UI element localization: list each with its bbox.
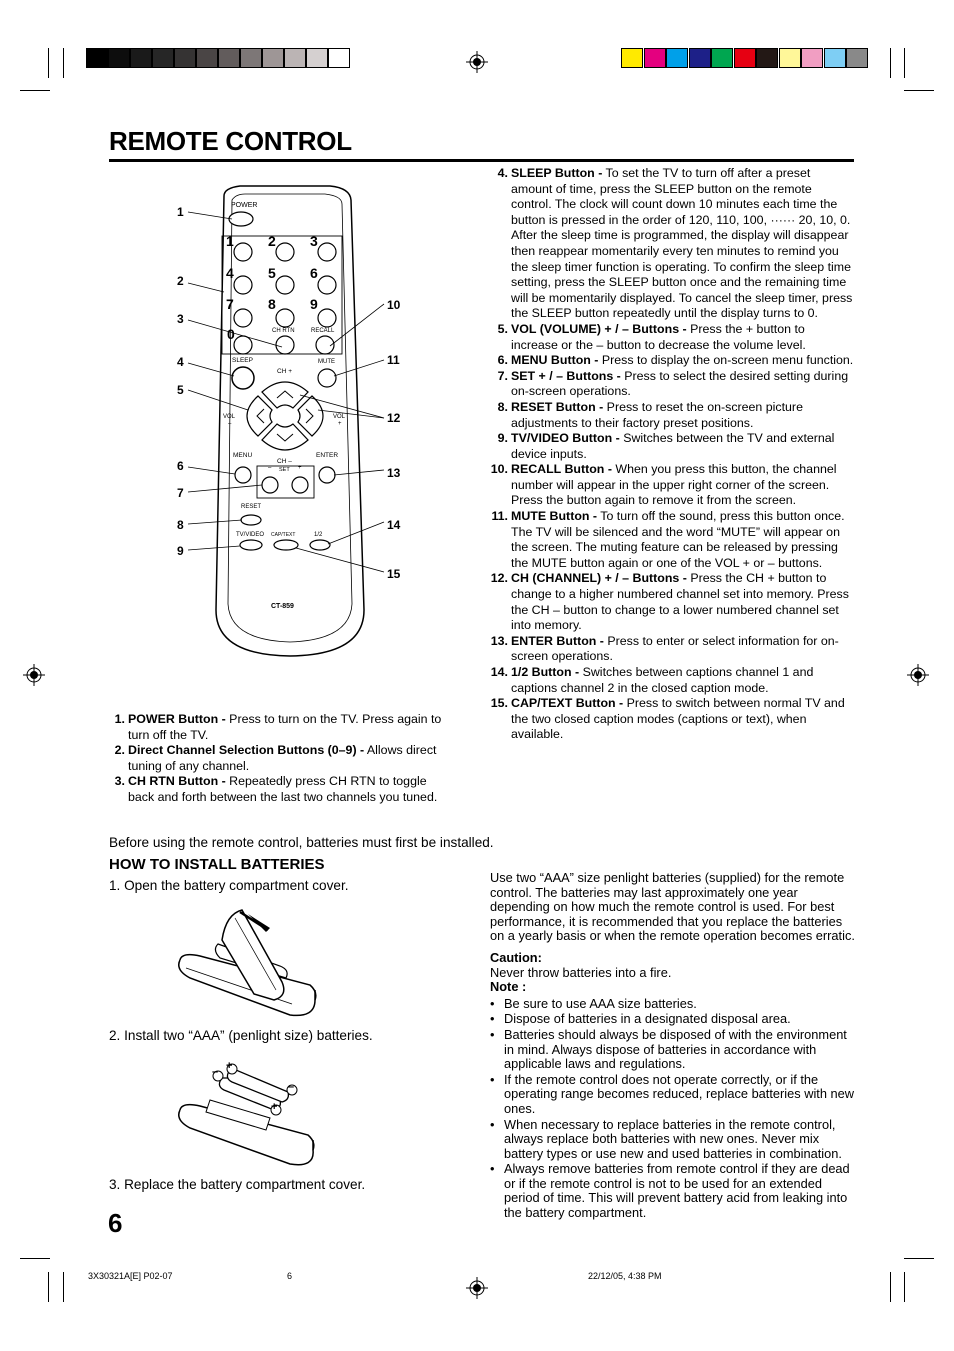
desc-item: 1. POWER Button - Press to turn on the TV. Press again to turn off the TV. <box>114 712 442 742</box>
color-swatch <box>801 48 823 68</box>
desc-item: 10. RECALL Button - When you press this button, the channel number will appear in the upper right corner of the screen. Press the button again to remove it from the screen. <box>490 462 837 508</box>
callout-1: 1 <box>177 205 184 219</box>
remote-label-vol-left: VOL <box>223 414 236 420</box>
remote-label-vol-right: VOL <box>333 414 346 420</box>
remote-label-set-plus: + <box>298 465 302 471</box>
page-title: REMOTE CONTROL <box>109 126 352 156</box>
remote-label-enter: ENTER <box>316 452 339 459</box>
color-swatch <box>846 48 868 68</box>
batteries-info <box>490 871 856 1221</box>
desc-item: 8. RESET Button - Press to reset the on-screen picture adjustments to their factory preset positions. <box>497 399 803 430</box>
footer-center: 6 <box>287 1271 293 1281</box>
gray-swatch <box>218 48 240 68</box>
note-item: • When necessary to replace batteries in the remote control, always replace both batteries with new ones. Never mix battery types or use new and used batteries in combination. <box>490 1118 856 1162</box>
color-swatch <box>689 48 711 68</box>
remote-label-recall: RECALL <box>311 328 335 334</box>
color-swatch <box>756 48 778 68</box>
note-item: • Dispose of batteries in a designated disposal area. <box>490 1012 856 1027</box>
remote-digit-5: 5 <box>268 265 276 281</box>
desc-item: 13. ENTER Button - Press to enter or select information for on-screen operations. <box>490 633 839 664</box>
remote-digit-7: 7 <box>226 296 234 312</box>
remote-digit-6: 6 <box>310 265 318 281</box>
remote-label-power: POWER <box>231 202 258 209</box>
polarity-plus-1: + <box>226 1060 233 1072</box>
remote-digit-1: 1 <box>226 233 234 249</box>
note-item: • If the remote control does not operate correctly, or if the operating range becomes reduced, replace batteries with new ones. <box>490 1073 856 1117</box>
desc-item: 11. MUTE Button - To turn off the sound, press this button once. The TV will be silenced and the word “MUTE” will appear on the screen. The muting feature can be released by pressing the MUTE button again or one of the VOL + or – buttons. <box>491 509 845 570</box>
desc-item: 7. SET + / – Buttons - Press to select the desired setting during on-screen operations. <box>497 368 849 399</box>
remote-label-ch-rtn: CH RTN <box>272 328 295 334</box>
gray-swatch <box>284 48 306 68</box>
remote-digit-2: 2 <box>268 233 276 249</box>
callout-12: 12 <box>387 411 401 425</box>
registration-mark-left <box>23 664 45 686</box>
remote-label-ch-minus: CH – <box>277 458 292 465</box>
color-swatch <box>779 48 801 68</box>
gray-swatch <box>262 48 284 68</box>
polarity-minus-1: – <box>212 1066 219 1078</box>
remote-label-half: 1/2 <box>314 532 323 538</box>
gray-swatch <box>240 48 262 68</box>
desc-item: 6. MENU Button - Press to display the on-screen menu function. <box>497 353 854 368</box>
callout-5: 5 <box>177 383 184 397</box>
color-swatch <box>734 48 756 68</box>
remote-control-illustration <box>170 180 420 660</box>
battery-step-3: 3. Replace the battery compartment cover. <box>109 1177 366 1192</box>
desc-item: 15. CAP/TEXT Button - Press to switch between normal TV and the two closed caption modes (captions or text), when available. <box>490 696 845 742</box>
callout-9: 9 <box>177 544 184 558</box>
desc-item: 5. VOL (VOLUME) + / – Buttons - Press the + button to increase or the – button to decrease the volume level. <box>497 321 806 352</box>
remote-label-reset: RESET <box>241 504 262 510</box>
caution-text: Never throw batteries into a fire. <box>490 964 672 980</box>
registration-mark-bottom <box>466 1277 488 1299</box>
battery-step-2: 2. Install two “AAA” (penlight size) batteries. <box>109 1028 373 1043</box>
gray-swatch <box>86 48 108 68</box>
note-item: • Always remove batteries from remote control if they are dead or if the remote control is not to be used for an extended period of time. This will prevent battery acid from leaking into the battery compartment. <box>490 1162 856 1220</box>
color-swatch <box>711 48 733 68</box>
notes-list <box>490 997 856 1221</box>
desc-item: 2. Direct Channel Selection Buttons (0–9) - Allows direct tuning of any channel. <box>114 743 437 773</box>
gray-swatch <box>174 48 196 68</box>
left-button-descriptions <box>101 712 449 806</box>
remote-digit-9: 9 <box>310 296 318 312</box>
polarity-minus-2: – <box>288 1081 295 1093</box>
gray-swatch <box>328 48 350 68</box>
right-button-descriptions <box>484 166 854 743</box>
callout-13: 13 <box>387 466 401 480</box>
note-label: Note : <box>490 979 527 995</box>
battery-install-illustration <box>170 1060 320 1170</box>
callout-14: 14 <box>387 518 401 532</box>
remote-model-label: CT-859 <box>271 603 294 610</box>
remote-label-tv-video: TV/VIDEO <box>236 532 265 538</box>
polarity-plus-2: + <box>271 1101 278 1113</box>
callout-10: 10 <box>387 298 401 312</box>
callout-7: 7 <box>177 486 184 500</box>
callout-6: 6 <box>177 459 184 473</box>
footer-right: 22/12/05, 4:38 PM <box>588 1271 662 1281</box>
desc-item: 14. 1/2 Button - Switches between captions channel 1 and captions channel 2 in the closed caption mode. <box>490 665 814 695</box>
callout-4: 4 <box>177 355 184 369</box>
callout-8: 8 <box>177 518 184 532</box>
remote-digit-3: 3 <box>310 233 318 249</box>
remote-label-menu: MENU <box>233 452 253 459</box>
remote-digit-8: 8 <box>268 296 276 312</box>
color-swatch <box>621 48 643 68</box>
desc-item: 9. TV/VIDEO Button - Switches between the TV and external device inputs. <box>497 431 835 461</box>
registration-mark-top <box>466 51 488 73</box>
remote-label-vol-minus: – <box>228 421 232 427</box>
caution-label: Caution: <box>490 949 542 965</box>
remote-digit-0: 0 <box>227 326 235 342</box>
color-swatch <box>824 48 846 68</box>
remote-label-ch-plus: CH + <box>277 368 292 375</box>
gray-swatch <box>152 48 174 68</box>
callout-11: 11 <box>387 353 400 367</box>
batteries-paragraph: Use two “AAA” size penlight batteries (supplied) for the remote control. The batteries may last approximately one year depending on how much the remote control is used. For best performance, it is recommended that you replace the batteries on a yearly basis or when the remote operation becomes erratic. <box>490 870 855 944</box>
callout-2: 2 <box>177 274 184 288</box>
color-swatch <box>644 48 666 68</box>
desc-item: 3. CH RTN Button - Repeatedly press CH RTN to toggle back and forth between the last two channels you tuned. <box>114 774 438 804</box>
desc-item: 4. SLEEP Button - To set the TV to turn off after a preset amount of time, press the SLEEP button on the remote control. The clock will count down 10 minutes each time the button is pressed in the order of 120, 110, 100, ······ 20, 10, 0. After the sleep time is programmed, the display will disappear then reappear momentarily every ten minutes to remind you the sleep timer function is operating. To confirm the sleep time setting, press the SLEEP button once and the remaining time will be momentarily displayed. To cancel the sleep timer, press the SLEEP button repeatedly until the display turns to 0. <box>497 166 853 321</box>
footer-left: 3X30321A[E] P02-07 <box>88 1271 173 1281</box>
remote-label-mute: MUTE <box>318 359 335 365</box>
battery-cover-open-illustration <box>170 900 320 1020</box>
remote-label-vol-plus: + <box>338 421 342 427</box>
note-item: • Be sure to use AAA size batteries. <box>490 997 856 1012</box>
remote-label-sleep: SLEEP <box>232 357 253 364</box>
registration-mark-right <box>907 664 929 686</box>
desc-item: 12. CH (CHANNEL) + / – Buttons - Press the CH + button to change to a higher numbered channel set into memory. Press the CH – button to change to a lower numbered channel set into memory. <box>490 571 849 633</box>
gray-swatch <box>130 48 152 68</box>
note-item: • Batteries should always be disposed of with the environment in mind. Always dispose of batteries in accordance with applicable laws and regulations. <box>490 1028 856 1072</box>
remote-label-cap-text: CAP/TEXT <box>271 532 296 538</box>
gray-swatch <box>196 48 218 68</box>
page-number: 6 <box>108 1208 123 1238</box>
battery-step-1: 1. Open the battery compartment cover. <box>109 878 349 893</box>
batteries-heading: HOW TO INSTALL BATTERIES <box>109 856 325 873</box>
title-rule <box>109 159 854 162</box>
callout-15: 15 <box>387 567 401 581</box>
batteries-intro: Before using the remote control, batteries must first be installed. <box>109 835 494 850</box>
remote-label-set-minus: – <box>268 465 272 471</box>
remote-label-set: SET <box>279 467 290 473</box>
gray-swatch <box>306 48 328 68</box>
remote-digit-4: 4 <box>226 265 234 281</box>
gray-swatch <box>108 48 130 68</box>
callout-3: 3 <box>177 312 184 326</box>
color-swatch <box>666 48 688 68</box>
